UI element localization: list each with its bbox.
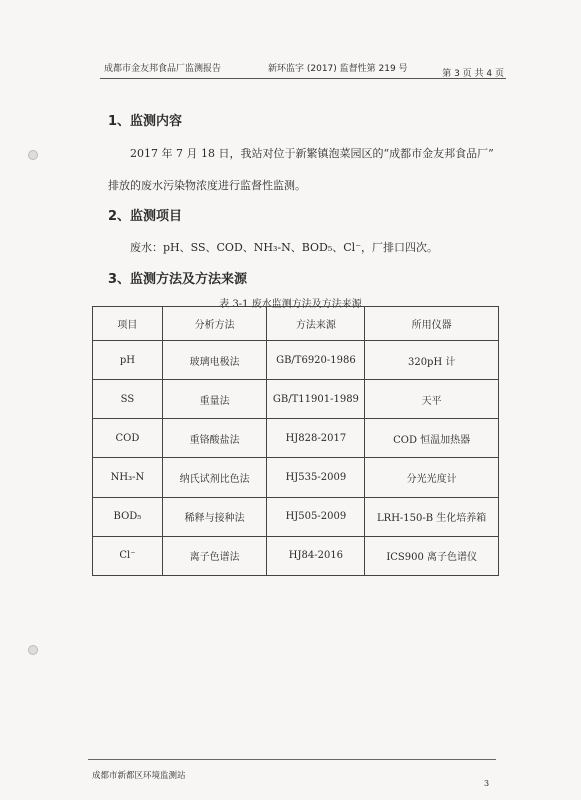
cell-source: GB/T11901-1989 <box>267 380 365 419</box>
cell-source: HJ84-2016 <box>267 536 365 575</box>
table-row <box>93 497 499 536</box>
cell-item: SS <box>93 380 163 419</box>
cell-source: GB/T6920-1986 <box>267 341 365 380</box>
cell-method: 稀释与接种法 <box>162 497 267 536</box>
cell-item: NH₃-N <box>93 458 163 497</box>
table-header-row <box>93 307 499 341</box>
cell-method: 纳氏试剂比色法 <box>162 458 267 497</box>
cell-instrument: 320pH 计 <box>365 341 499 380</box>
column-header-method: 分析方法 <box>162 307 267 341</box>
page-header <box>100 56 506 79</box>
section-1-title: 1、监测内容 <box>108 114 183 129</box>
cell-source: HJ535-2009 <box>267 458 365 497</box>
column-header-item: 项目 <box>93 307 163 341</box>
table-row <box>93 458 499 497</box>
column-header-instrument: 所用仪器 <box>365 307 499 341</box>
cell-item: BOD₅ <box>93 497 163 536</box>
table-row <box>93 341 499 380</box>
cell-source: HJ828-2017 <box>267 419 365 458</box>
cell-method: 离子色谱法 <box>162 536 267 575</box>
cell-item: COD <box>93 419 163 458</box>
cell-source: HJ505-2009 <box>267 497 365 536</box>
cell-item: Cl⁻ <box>93 536 163 575</box>
header-page-count: 第 3 页 共 4 页 <box>442 69 504 79</box>
section-3-title: 3、监测方法及方法来源 <box>108 272 248 287</box>
column-header-source: 方法来源 <box>267 307 365 341</box>
cell-instrument: ICS900 离子色谱仪 <box>365 536 499 575</box>
cell-method: 玻璃电极法 <box>162 341 267 380</box>
section-1-text-line1: 2017 年 7 月 18 日，我站对位于新繁镇泡菜园区的“成都市金友邦食品厂” <box>130 147 494 160</box>
footer-page-number: 3 <box>484 779 490 788</box>
cell-instrument: COD 恒温加热器 <box>365 419 499 458</box>
method-table <box>92 306 499 576</box>
footer-divider <box>88 759 496 760</box>
cell-instrument: 天平 <box>365 380 499 419</box>
table-caption: 表 3-1 废水监测方法及方法来源 <box>219 299 362 310</box>
cell-instrument: 分光光度计 <box>365 458 499 497</box>
binding-hole <box>28 150 38 160</box>
section-2-text: 废水：pH、SS、COD、NH₃-N、BOD₅、Cl⁻，厂排口四次。 <box>130 241 439 254</box>
table-row <box>93 419 499 458</box>
table-row <box>93 536 499 575</box>
header-report-number: 新环监字 (2017) 监督性第 219 号 <box>268 64 408 74</box>
cell-method: 重量法 <box>162 380 267 419</box>
section-1-text-line2: 排放的废水污染物浓度进行监督性监测。 <box>108 179 306 192</box>
binding-hole <box>28 645 38 655</box>
table-row <box>93 380 499 419</box>
section-2-title: 2、监测项目 <box>108 209 183 224</box>
header-report-title: 成都市金友邦食品厂监测报告 <box>104 64 222 74</box>
cell-method: 重铬酸盐法 <box>162 419 267 458</box>
cell-instrument: LRH-150-B 生化培养箱 <box>365 497 499 536</box>
footer-organization: 成都市新都区环境监测站 <box>92 771 186 781</box>
cell-item: pH <box>93 341 163 380</box>
